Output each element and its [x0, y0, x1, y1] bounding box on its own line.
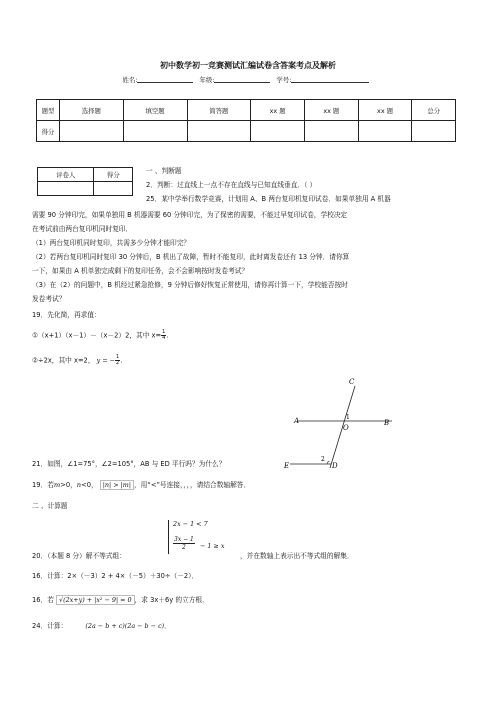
grade-field — [214, 76, 270, 83]
inequality-1: 2x − 1 < 7 — [173, 520, 208, 528]
var-n: n — [76, 481, 82, 489]
name-label: 姓名: — [122, 76, 138, 84]
angle-2-label: 2 — [321, 456, 325, 463]
score-cell — [187, 121, 251, 142]
q24-suffix: ． — [164, 622, 171, 630]
angle-2-arc — [327, 461, 330, 464]
q19b-suffix: ，用“<”号连接，，，，请结合数轴解答． — [134, 481, 251, 489]
question-25-part-2b: 一下，如果由 A 机单独完成剩下的复印任务，会不会影响按时发卷考试？ — [32, 267, 249, 275]
student-info — [0, 75, 496, 84]
geometry-figure — [280, 372, 400, 472]
grader-score-cell — [94, 182, 133, 196]
question-16a: 16．计算：2×（－3）2 + 4×（－5）＋30÷（－2）． — [32, 572, 199, 580]
grader-box — [37, 167, 133, 196]
question-2: 2．判断：过直线上一点不存在直线与已知直线垂直．（ ） — [146, 181, 317, 189]
header-cell: 总分 — [412, 100, 456, 121]
header-cell: xx 题 — [358, 100, 412, 121]
q16b-suffix: ，求 3x＋6y 的立方根． — [134, 596, 209, 604]
question-16b — [32, 596, 209, 605]
question-21: 21．如图，∠1=75°，∠2=105°，AB 与 ED 平行吗？为什么？ — [32, 460, 226, 468]
score-table — [36, 99, 456, 142]
ineq2-rest: − 1 ≥ x — [199, 542, 225, 550]
section-1-heading: 一 、判断题 — [146, 167, 182, 175]
score-table-header-row — [37, 100, 456, 121]
question-20-suffix: ，并在数轴上表示出不等式组的解集． — [240, 552, 354, 560]
question-25-line-3: 在考试前由两台复印机同时复印． — [32, 225, 133, 233]
score-cell — [358, 121, 412, 142]
number-field — [291, 76, 369, 83]
header-cell: 题型 — [37, 100, 60, 121]
label-a: A — [294, 417, 300, 425]
score-cell — [60, 121, 124, 142]
section-2-heading: 二 、计算题 — [32, 502, 68, 510]
expr-1-text: ①（x+1）（x－1）－（x－2）2，其中 x= — [32, 331, 162, 340]
name-field — [137, 76, 193, 83]
grader-score-label: 得分 — [94, 168, 133, 182]
question-19-expr-1: ①（x+1）（x－1）－（x－2）2，其中 x= $\frac{1}{4}$ . — [32, 329, 169, 341]
header-cell: xx 题 — [304, 100, 358, 121]
q19b-mid-1: >0， — [60, 481, 77, 489]
inequality-system — [168, 520, 239, 554]
score-cell — [251, 121, 305, 142]
label-d: D — [332, 462, 338, 470]
label-b: B — [384, 419, 390, 427]
question-25-line-1: 25．某中学举行数学竞赛，计划用 A、B 两台复印机复印试卷．如果单独用 A 机器 — [146, 195, 391, 203]
question-19-heading: 19．先化简，再求值： — [32, 311, 101, 319]
question-20-prefix: 20．（本题 8 分）解不等式组： — [32, 552, 126, 560]
header-cell: 选择题 — [60, 100, 124, 121]
number-label: 学号: — [276, 76, 292, 84]
question-25-part-3b: 发卷考试？ — [32, 295, 66, 303]
score-table-score-row — [37, 121, 456, 142]
score-row-label: 得分 — [37, 121, 60, 142]
score-cell — [412, 121, 456, 142]
header-cell: xx 题 — [251, 100, 305, 121]
q19b-mid-2: <0， — [81, 481, 98, 489]
fraction-one-quarter: $\frac{1}{4}$ — [162, 329, 166, 341]
score-cell — [123, 121, 187, 142]
grader-cell — [38, 182, 94, 196]
abs-inequality: |n| > |m| — [100, 480, 134, 490]
page-title: 初中数学初一竞赛测试汇编试卷含答案考点及解析 — [160, 61, 336, 70]
var-m: m — [53, 481, 61, 489]
ineq2-denominator: 2 — [182, 544, 186, 551]
grader-label: 评卷人 — [38, 168, 94, 182]
angle-1-label: 1 — [346, 414, 350, 421]
question-25-part-3a: （3）在（2）的问题中，B 机经过紧急抢修，9 分钟后修好恢复正常使用，请你再计算一下，学校能否按时 — [32, 281, 348, 289]
question-19b — [32, 481, 250, 490]
question-25-part-1: （1）两台复印机同时复印，共需多少分钟才能印完？ — [32, 239, 191, 247]
expr-2-text: ②÷2x，其中 x=2， — [32, 356, 95, 365]
header-cell: 填空题 — [123, 100, 187, 121]
question-25-line-2: 需要 90 分钟印完，如果单独用 B 机器需要 60 分钟印完，为了保密的需要，不能过早复印试卷，学校决定 — [32, 211, 348, 219]
product-expression: (2a − b + c)(2a − b − c) — [85, 622, 165, 630]
q24-prefix: 24．计算： — [32, 622, 68, 630]
fraction-one-half: $\frac{1}{2}$ — [116, 354, 120, 366]
grade-label: 年级: — [199, 76, 215, 84]
question-19-expr-2: ②÷2x，其中 x=2， y = − $\frac{1}{2}$ . — [32, 354, 123, 366]
y-equals: y = − — [96, 356, 116, 365]
sqrt-abs-expression: √(2x+y) + |x² − 9| = 0 — [56, 595, 135, 605]
ineq2-numerator: 3x − 1 — [174, 536, 194, 543]
q19b-prefix: 19．若 — [32, 481, 54, 489]
label-e: E — [284, 462, 290, 470]
q16b-prefix: 16．若 — [32, 596, 54, 604]
label-o: O — [343, 424, 349, 432]
question-24 — [32, 622, 171, 631]
label-c: C — [349, 378, 355, 386]
question-25-part-2a: （2）若两台复印机同时复印 30 分钟后，B 机出了故障，暂时不能复印，此时离发卷还有 13 分钟．请你算 — [32, 253, 350, 261]
header-cell: 简答题 — [187, 100, 251, 121]
score-cell — [304, 121, 358, 142]
inequality-2 — [173, 533, 224, 552]
